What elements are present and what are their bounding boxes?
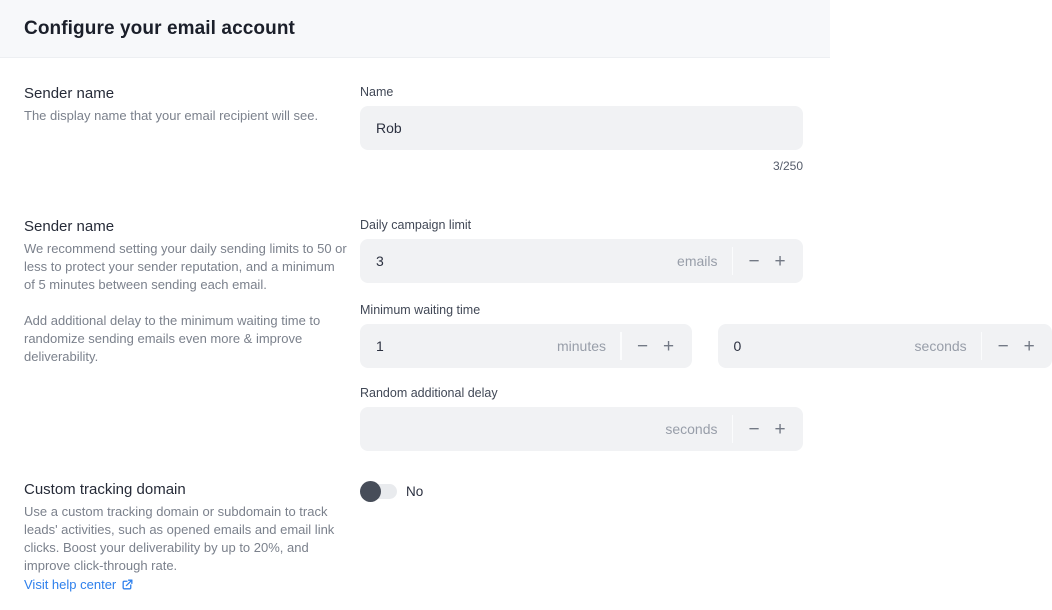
daily-limit-plus-icon[interactable]: + [767, 246, 793, 276]
section-tracking-domain [24, 481, 803, 594]
min-wait-minutes-stepper [360, 324, 692, 368]
page-header [0, 0, 830, 58]
section-sending-limits [24, 218, 1035, 451]
section-sender-name [24, 85, 803, 173]
tracking-domain-heading: Custom tracking domain [24, 481, 186, 498]
random-delay-label: Random additional delay [360, 386, 498, 400]
tracking-domain-description: Use a custom tracking domain or subdomain to track leads' activities, such as opened emails and email link clicks. Boost your deliverability by up to 20%, and improve click-through rate. [24, 504, 335, 573]
min-wait-label: Minimum waiting time [360, 303, 481, 317]
random-delay-minus-icon[interactable]: − [741, 414, 767, 444]
sending-limits-heading: Sender name [24, 218, 115, 235]
min-wait-minutes-minus-icon[interactable]: − [630, 331, 656, 361]
tracking-domain-toggle-row [360, 481, 803, 502]
min-wait-minutes-plus-icon[interactable]: + [656, 331, 682, 361]
toggle-knob [360, 481, 381, 502]
min-wait-seconds-unit: seconds [914, 338, 967, 354]
settings-form [0, 58, 1035, 594]
tracking-domain-fields [360, 481, 803, 502]
min-wait-minutes-unit: minutes [557, 338, 607, 354]
sender-name-info [24, 85, 360, 125]
tracking-domain-toggle-label: No [406, 484, 424, 499]
stepper-divider [620, 332, 622, 360]
random-delay-unit: seconds [665, 421, 718, 437]
min-wait-seconds-input[interactable] [734, 338, 915, 354]
sender-name-fields [360, 85, 803, 173]
daily-limit-unit: emails [677, 253, 718, 269]
min-wait-seconds-stepper [718, 324, 1052, 368]
name-char-counter: 3/250 [772, 159, 803, 173]
sender-name-description: The display name that your email recipient will see. [24, 108, 319, 123]
external-link-icon [121, 578, 134, 591]
sender-name-heading: Sender name [24, 85, 115, 102]
min-wait-minutes-input[interactable] [376, 338, 557, 354]
daily-limit-input[interactable] [376, 253, 677, 269]
random-delay-input[interactable] [376, 421, 665, 437]
sending-limits-description-1: We recommend setting your daily sending limits to 50 or less to protect your sender reputation, and a minimum of 5 minutes between sending each email. [24, 241, 347, 292]
daily-limit-label: Daily campaign limit [360, 218, 472, 232]
stepper-divider [732, 415, 734, 443]
visit-help-center-link[interactable] [24, 577, 134, 592]
min-wait-row [360, 324, 1035, 368]
sending-limits-description-2: Add additional delay to the minimum waiting time to randomize sending emails even more & improve deliverability. [24, 313, 321, 364]
tracking-domain-toggle[interactable] [360, 481, 397, 502]
tracking-domain-info [24, 481, 360, 594]
random-delay-plus-icon[interactable]: + [767, 414, 793, 444]
sending-limits-fields [360, 218, 1035, 451]
name-field-label: Name [360, 85, 394, 99]
daily-limit-stepper [360, 239, 803, 283]
stepper-divider [732, 247, 734, 275]
random-delay-stepper [360, 407, 803, 451]
name-input[interactable] [360, 106, 803, 150]
daily-limit-minus-icon[interactable]: − [741, 246, 767, 276]
min-wait-seconds-plus-icon[interactable]: + [1016, 331, 1042, 361]
page-title: Configure your email account [24, 17, 295, 39]
sending-limits-info [24, 218, 360, 366]
visit-help-center-label: Visit help center [24, 577, 117, 592]
stepper-divider [981, 332, 983, 360]
min-wait-seconds-minus-icon[interactable]: − [990, 331, 1016, 361]
